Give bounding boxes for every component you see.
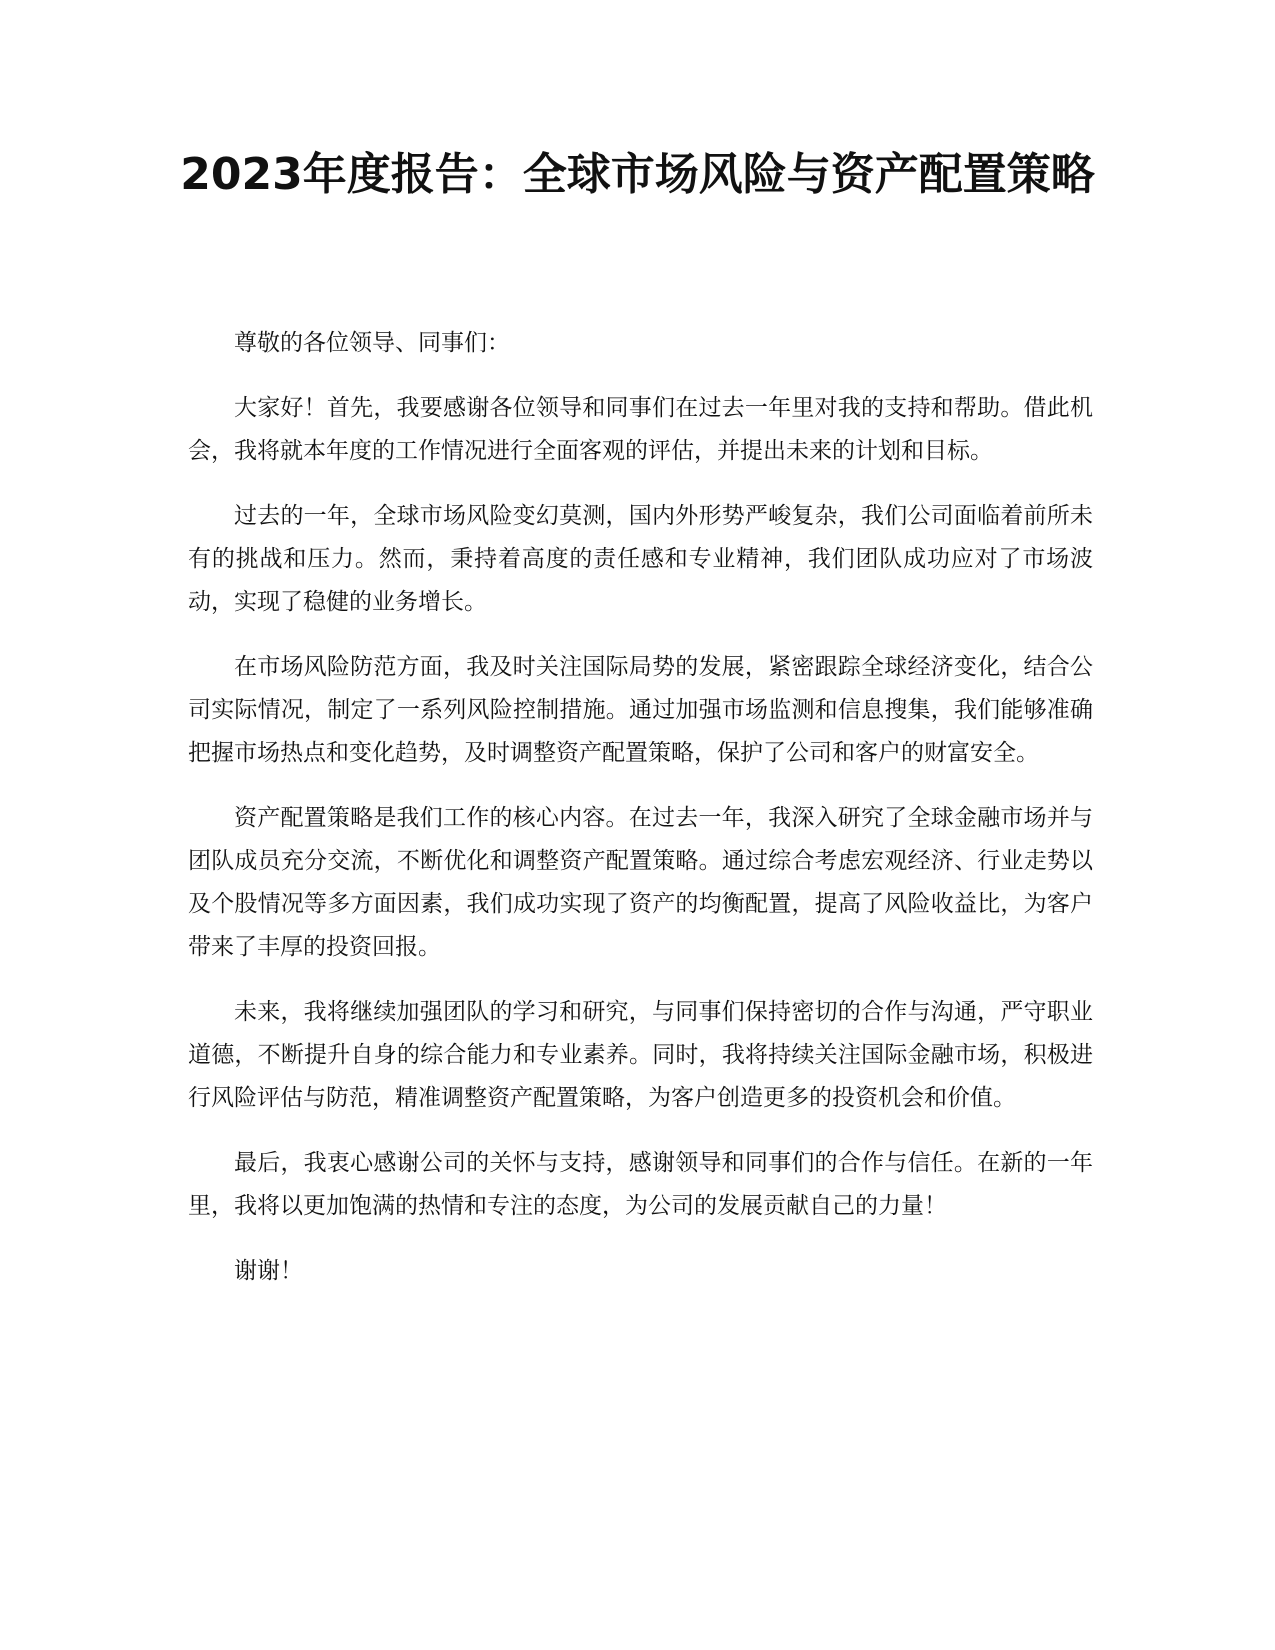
document-title: 2023年度报告：全球市场风险与资产配置策略	[180, 149, 1095, 200]
paragraph-future-plan: 未来，我将继续加强团队的学习和研究，与同事们保持密切的合作与沟通，严守职业道德，不断提升自身的综合能力和专业素养。同时，我将持续关注国际金融市场，积极进行风险评估与防范，精准调整资产配置策略，为客户创造更多的投资机会和价值。	[188, 999, 1093, 1111]
paragraph-greeting: 大家好！首先，我要感谢各位领导和同事们在过去一年里对我的支持和帮助。借此机会，我将就本年度的工作情况进行全面客观的评估，并提出未来的计划和目标。	[188, 395, 1093, 464]
paragraph-asset-allocation: 资产配置策略是我们工作的核心内容。在过去一年，我深入研究了全球金融市场并与团队成员充分交流，不断优化和调整资产配置策略。通过综合考虑宏观经济、行业走势以及个股情况等多方面因素，我们成功实现了资产的均衡配置，提高了风险收益比，为客户带来了丰厚的投资回报。	[188, 805, 1093, 960]
document-body	[188, 322, 1093, 1315]
paragraph-closing: 最后，我衷心感谢公司的关怀与支持，感谢领导和同事们的合作与信任。在新的一年里，我将以更加饱满的热情和专注的态度，为公司的发展贡献自己的力量！	[188, 1150, 1093, 1219]
paragraph-past-year: 过去的一年，全球市场风险变幻莫测，国内外形势严峻复杂，我们公司面临着前所未有的挑战和压力。然而，秉持着高度的责任感和专业精神，我们团队成功应对了市场波动，实现了稳健的业务增长。	[188, 503, 1093, 615]
paragraph-salutation: 尊敬的各位领导、同事们：	[234, 330, 510, 356]
paragraph-risk-control: 在市场风险防范方面，我及时关注国际局势的发展，紧密跟踪全球经济变化，结合公司实际情况，制定了一系列风险控制措施。通过加强市场监测和信息搜集，我们能够准确把握市场热点和变化趋势，及时调整资产配置策略，保护了公司和客户的财富安全。	[188, 654, 1093, 766]
paragraph-thanks: 谢谢！	[234, 1258, 303, 1284]
